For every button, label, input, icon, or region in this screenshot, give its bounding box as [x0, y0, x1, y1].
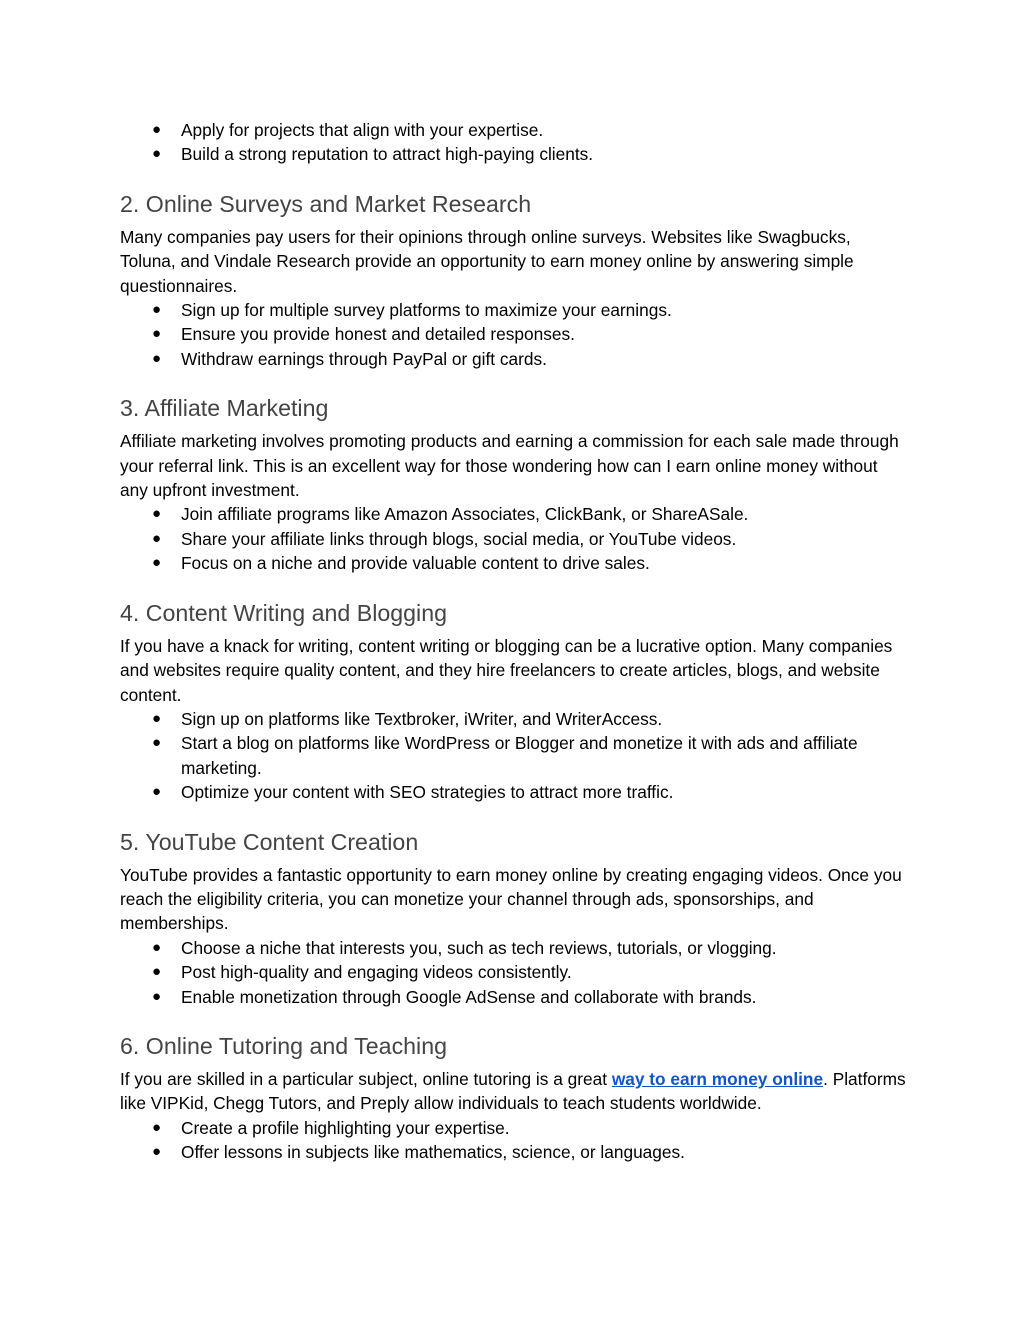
list-item: ● Optimize your content with SEO strategies to attract more traffic. — [120, 780, 910, 804]
bullet-icon: ● — [152, 554, 162, 572]
bullet-icon: ● — [152, 121, 162, 138]
section-paragraph: YouTube provides a fantastic opportunity to earn money online by creating engaging videos. Once you reach the eligibility criteria, you can monetize your channel through ads, sponsorships, and memberships. — [120, 864, 902, 934]
section-heading: 6. Online Tutoring and Teaching — [120, 1032, 448, 1059]
section-bullet-list — [120, 707, 910, 805]
document-page — [120, 118, 910, 1165]
bullet-icon: ● — [152, 783, 162, 801]
list-item: ● Build a strong reputation to attract high-paying clients. — [120, 142, 910, 166]
section-online-tutoring — [120, 1031, 910, 1165]
section-affiliate-marketing — [120, 393, 910, 575]
bullet-icon: ● — [152, 709, 162, 727]
list-item: ● Join affiliate programs like Amazon Associates, ClickBank, or ShareASale. — [120, 502, 910, 526]
bullet-icon: ● — [152, 349, 162, 367]
bullet-icon: ● — [152, 325, 162, 343]
bullet-icon: ● — [152, 1118, 162, 1136]
bullet-icon: ● — [152, 529, 162, 547]
section-paragraph: If you are skilled in a particular subject, online tutoring is a great way to earn money online. Platforms like VIPKid, Chegg Tutors, and Preply allow individuals to teach students worldwide. — [120, 1068, 906, 1114]
bullet-icon: ● — [152, 505, 162, 523]
list-item: ● Share your affiliate links through blogs, social media, or YouTube videos. — [120, 527, 910, 551]
section-bullet-list — [120, 502, 910, 575]
section-bullet-list — [120, 298, 910, 371]
section-heading: 4. Content Writing and Blogging — [120, 599, 447, 626]
bullet-icon: ● — [152, 938, 162, 956]
list-item: ● Choose a niche that interests you, such as tech reviews, tutorials, or vlogging. — [120, 936, 910, 960]
section-paragraph: Affiliate marketing involves promoting products and earning a commission for each sale made through your referral link. This is an excellent way for those wondering how can I earn online money without any upfront investment. — [120, 431, 899, 501]
section-paragraph: If you have a knack for writing, content writing or blogging can be a lucrative option. Many companies and websites require quality content, and they hire freelancers to create articles, blogs, and website content. — [120, 635, 893, 705]
bullet-icon: ● — [152, 734, 162, 752]
bullet-icon: ● — [152, 963, 162, 981]
list-item: ● Offer lessons in subjects like mathematics, science, or languages. — [120, 1140, 910, 1164]
bullet-icon: ● — [152, 1143, 162, 1161]
section-bullet-list — [120, 1116, 910, 1165]
section-heading: 3. Affiliate Marketing — [120, 395, 329, 422]
earn-money-online-link[interactable]: way to earn money online — [611, 1068, 824, 1089]
list-item: ● Start a blog on platforms like WordPress or Blogger and monetize it with ads and affiliate marketing. — [152, 733, 858, 778]
section-content-writing — [120, 598, 910, 805]
list-item: ● Create a profile highlighting your expertise. — [120, 1116, 910, 1140]
section-youtube — [120, 827, 910, 1009]
list-item: ● Ensure you provide honest and detailed responses. — [120, 322, 910, 346]
bullet-icon: ● — [152, 145, 162, 163]
bullet-icon: ● — [152, 301, 162, 319]
section-heading: 5. YouTube Content Creation — [120, 828, 419, 855]
section-heading: 2. Online Surveys and Market Research — [120, 190, 532, 217]
list-item: ● Sign up for multiple survey platforms to maximize your earnings. — [120, 298, 910, 322]
section-bullet-list — [120, 936, 910, 1009]
list-item: ● Post high-quality and engaging videos consistently. — [120, 960, 910, 984]
list-item: ● Apply for projects that align with your expertise. — [120, 118, 910, 142]
list-item: ● Withdraw earnings through PayPal or gift cards. — [120, 347, 910, 371]
section-paragraph: Many companies pay users for their opinions through online surveys. Websites like Swagbucks, Toluna, and Vindale Research provide an opportunity to earn money online by answering simple questionnaires. — [120, 226, 854, 296]
list-item: ● Focus on a niche and provide valuable content to drive sales. — [120, 551, 910, 575]
intro-bullet-list — [120, 118, 910, 167]
section-online-surveys — [120, 189, 910, 371]
bullet-icon: ● — [152, 987, 162, 1005]
list-item: ● Sign up on platforms like Textbroker, iWriter, and WriterAccess. — [120, 707, 910, 731]
list-item: ● Enable monetization through Google AdSense and collaborate with brands. — [120, 985, 910, 1009]
